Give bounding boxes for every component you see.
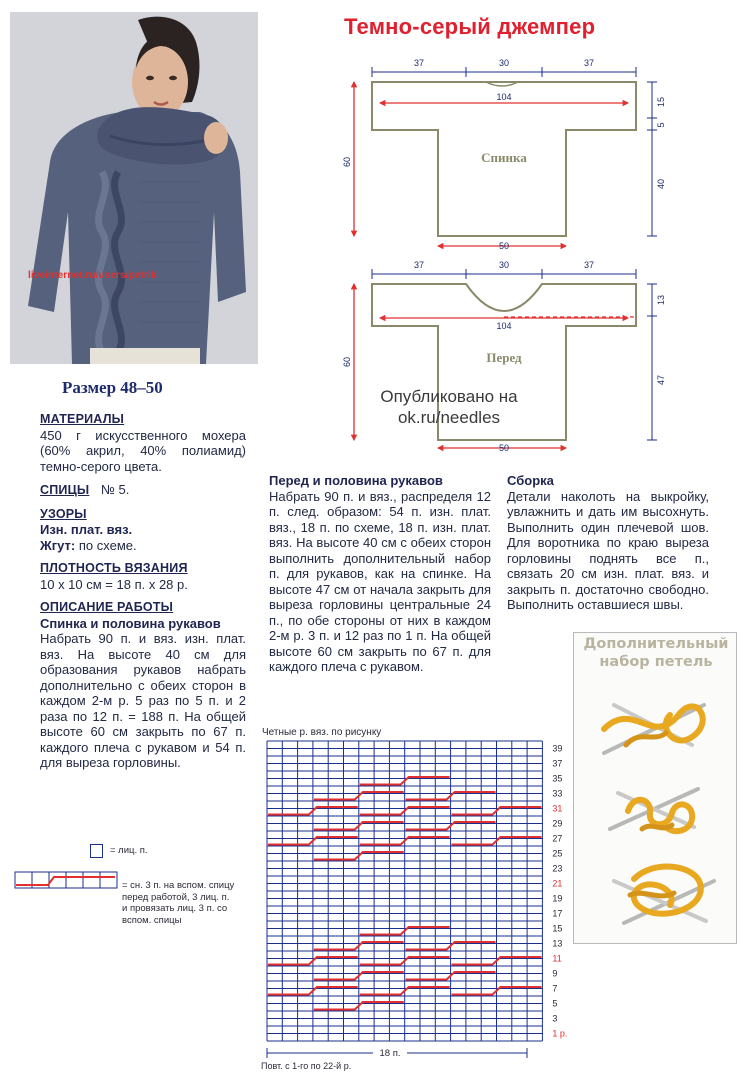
assembly-title: Сборка <box>507 473 554 488</box>
cast-on-step-1 <box>604 705 704 753</box>
cast-on-illustrations <box>574 633 738 945</box>
chart-row-label: 15 <box>552 923 563 934</box>
chart-row-label: 25 <box>552 848 563 859</box>
chart-width-indicator <box>267 1048 527 1059</box>
chart-row-label: 23 <box>552 863 563 874</box>
front-right-height-2: 47 <box>656 374 666 386</box>
cable-legend-line-1: = сн. 3 п. на вспом. спицу <box>122 880 235 891</box>
needles-title: СПИЦЫ <box>40 483 90 497</box>
work-section <box>40 600 246 771</box>
pattern-name-1: Изн. плат. вяз. <box>40 522 133 537</box>
chart-row-label: 11 <box>552 953 562 964</box>
back-right-height-1: 15 <box>656 96 666 108</box>
chart-row-label: 27 <box>552 833 563 844</box>
middle-text-column <box>269 473 491 675</box>
front-instructions-text: Набрать 90 п. и вяз., распределя 12 п. след. образом: 54 п. изн. плат. вяз., 18 п. по схеме, 18 п. изн. плат. вяз. На высоте 40 см с обеих сторон выполнить дополнительный набор п. для рукавов, как на спинке. На высоте 47 см от начала закрыть для выреза горловины центральные 24 п., по обе стороны от них в каждом 2-м р. 3 п. и 12 раз по 1 п. На общей высоте 60 см закрыть по 67 п. для каждого плеча с рукавом. <box>269 488 491 674</box>
left-text-column <box>40 412 246 779</box>
back-right-height-3: 40 <box>656 178 666 190</box>
chart-row-label: 3 <box>552 1013 558 1024</box>
publish-note-line-2: ok.ru/needles <box>397 408 501 427</box>
patterns-title: УЗОРЫ <box>40 506 87 521</box>
chart-row-label: 5 <box>552 998 558 1009</box>
pattern-name-2: Жгут: <box>40 537 76 553</box>
work-title: ОПИСАНИЕ РАБОТЫ <box>40 600 174 614</box>
chart-row-label: 29 <box>552 818 563 829</box>
back-instructions-text: Набрать 90 п. и вяз. изн. плат. вяз. На высоте 40 см для образования рукавов набрать дополнительно с обеих сторон в каждом 2-м р. 5 раз по 5 п. и 2 раза по 12 п. = 188 п. На общей высоте 60 см закрыть по 67 п. каждого плеча с рукавом и 54 п. для выреза горловины. <box>40 631 246 770</box>
chart-row-label: 21 <box>552 878 563 889</box>
right-text-column <box>507 473 709 613</box>
photo-watermark: liveinternet.ru/users/petrik <box>28 270 157 281</box>
materials-section <box>40 412 246 474</box>
front-top-width-1: 37 <box>413 260 425 270</box>
cast-on-step-2 <box>610 789 698 831</box>
cast-on-step-3 <box>614 867 714 923</box>
materials-title: МАТЕРИАЛЫ <box>40 412 125 426</box>
front-height: 60 <box>342 356 352 368</box>
chart-header: Четные р. вяз. по рисунку <box>262 727 382 738</box>
front-instructions-title: Перед и половина рукавов <box>269 473 443 488</box>
cable-legend-line-4: вспом. спицы <box>122 914 182 926</box>
back-top-width-3: 37 <box>583 58 595 68</box>
size-heading: Размер 48–50 <box>62 378 163 397</box>
front-top-width-3: 37 <box>583 260 595 270</box>
cast-on-title-line-1: Дополнительный <box>583 636 729 652</box>
cable-legend-line-2: перед работой, 3 лиц. п. <box>122 891 230 903</box>
sweater-photo-illustration <box>10 12 258 364</box>
assembly-text: Детали наколоть на выкройку, увлажнить и дать им высохнуть. Выполнить один плечевой шов. Для воротника по краю выреза горловины поднять все п., связать 20 см изн. плат. вяз. и закрыть п. достаточно свободно. Выполнить оставшиеся швы. <box>507 488 709 612</box>
chart-row-label: 19 <box>552 893 563 904</box>
chart-footer: Повт. с 1-го по 22-й р. <box>261 1061 352 1071</box>
chart-row-label: 33 <box>552 788 563 799</box>
back-instructions-title: Спинка и половина рукавов <box>40 615 221 631</box>
front-bottom-width: 50 <box>498 443 510 453</box>
chart-row-label: 39 <box>552 743 563 754</box>
chart-legend <box>14 838 264 938</box>
front-label: Перед <box>486 350 522 365</box>
cable-symbol <box>14 870 118 892</box>
knit-stitch-legend: = лиц. п. <box>110 845 148 856</box>
knitting-chart <box>255 735 568 1075</box>
gauge-title: ПЛОТНОСТЬ ВЯЗАНИЯ <box>40 561 188 575</box>
chart-row-label: 1 р. <box>552 1028 568 1039</box>
cable-legend <box>122 880 234 926</box>
back-right-height-2: 5 <box>656 122 666 128</box>
cast-on-title-line-2: набор петель <box>599 654 713 670</box>
back-top-width-1: 37 <box>413 58 425 68</box>
extra-cast-on-box <box>573 632 737 944</box>
chart-width-label: 18 п. <box>379 1048 401 1059</box>
chart-row-label: 17 <box>552 908 563 919</box>
publish-note-line-1: Опубликовано на <box>380 387 518 406</box>
back-top-width-2: 30 <box>498 58 510 68</box>
model-photo <box>10 12 258 364</box>
chart-row-label: 13 <box>552 938 563 949</box>
chart-row-label: 35 <box>552 773 563 784</box>
back-schematic <box>342 58 666 251</box>
chart-row-label: 7 <box>552 983 558 994</box>
needles-section <box>40 482 246 499</box>
needles-value: № 5. <box>101 482 130 497</box>
gauge-text: 10 х 10 см = 18 п. х 28 р. <box>40 576 188 592</box>
back-height: 60 <box>342 156 352 168</box>
patterns-section <box>40 507 246 554</box>
materials-text: 450 г искусственного мохера (60% акрил, 40% полиамид) темно-серого цвета. <box>40 427 246 474</box>
publish-note <box>364 386 534 428</box>
chart-row-label: 9 <box>552 968 558 979</box>
front-top-width-2: 30 <box>498 260 510 270</box>
knit-stitch-symbol <box>90 844 103 858</box>
page-title: Темно-серый джемпер <box>344 14 596 39</box>
chart-row-label: 37 <box>552 758 563 769</box>
back-bottom-width: 50 <box>498 241 510 251</box>
back-total-width: 104 <box>496 92 512 102</box>
chart-row-label: 31 <box>552 803 563 814</box>
cable-legend-line-3: и провязать лиц. 3 п. со <box>122 903 228 914</box>
back-label: Спинка <box>481 150 527 165</box>
gauge-section <box>40 561 246 592</box>
pattern-desc-2: по схеме. <box>78 537 137 553</box>
front-right-height-1: 13 <box>656 294 666 306</box>
front-total-width: 104 <box>496 321 512 331</box>
